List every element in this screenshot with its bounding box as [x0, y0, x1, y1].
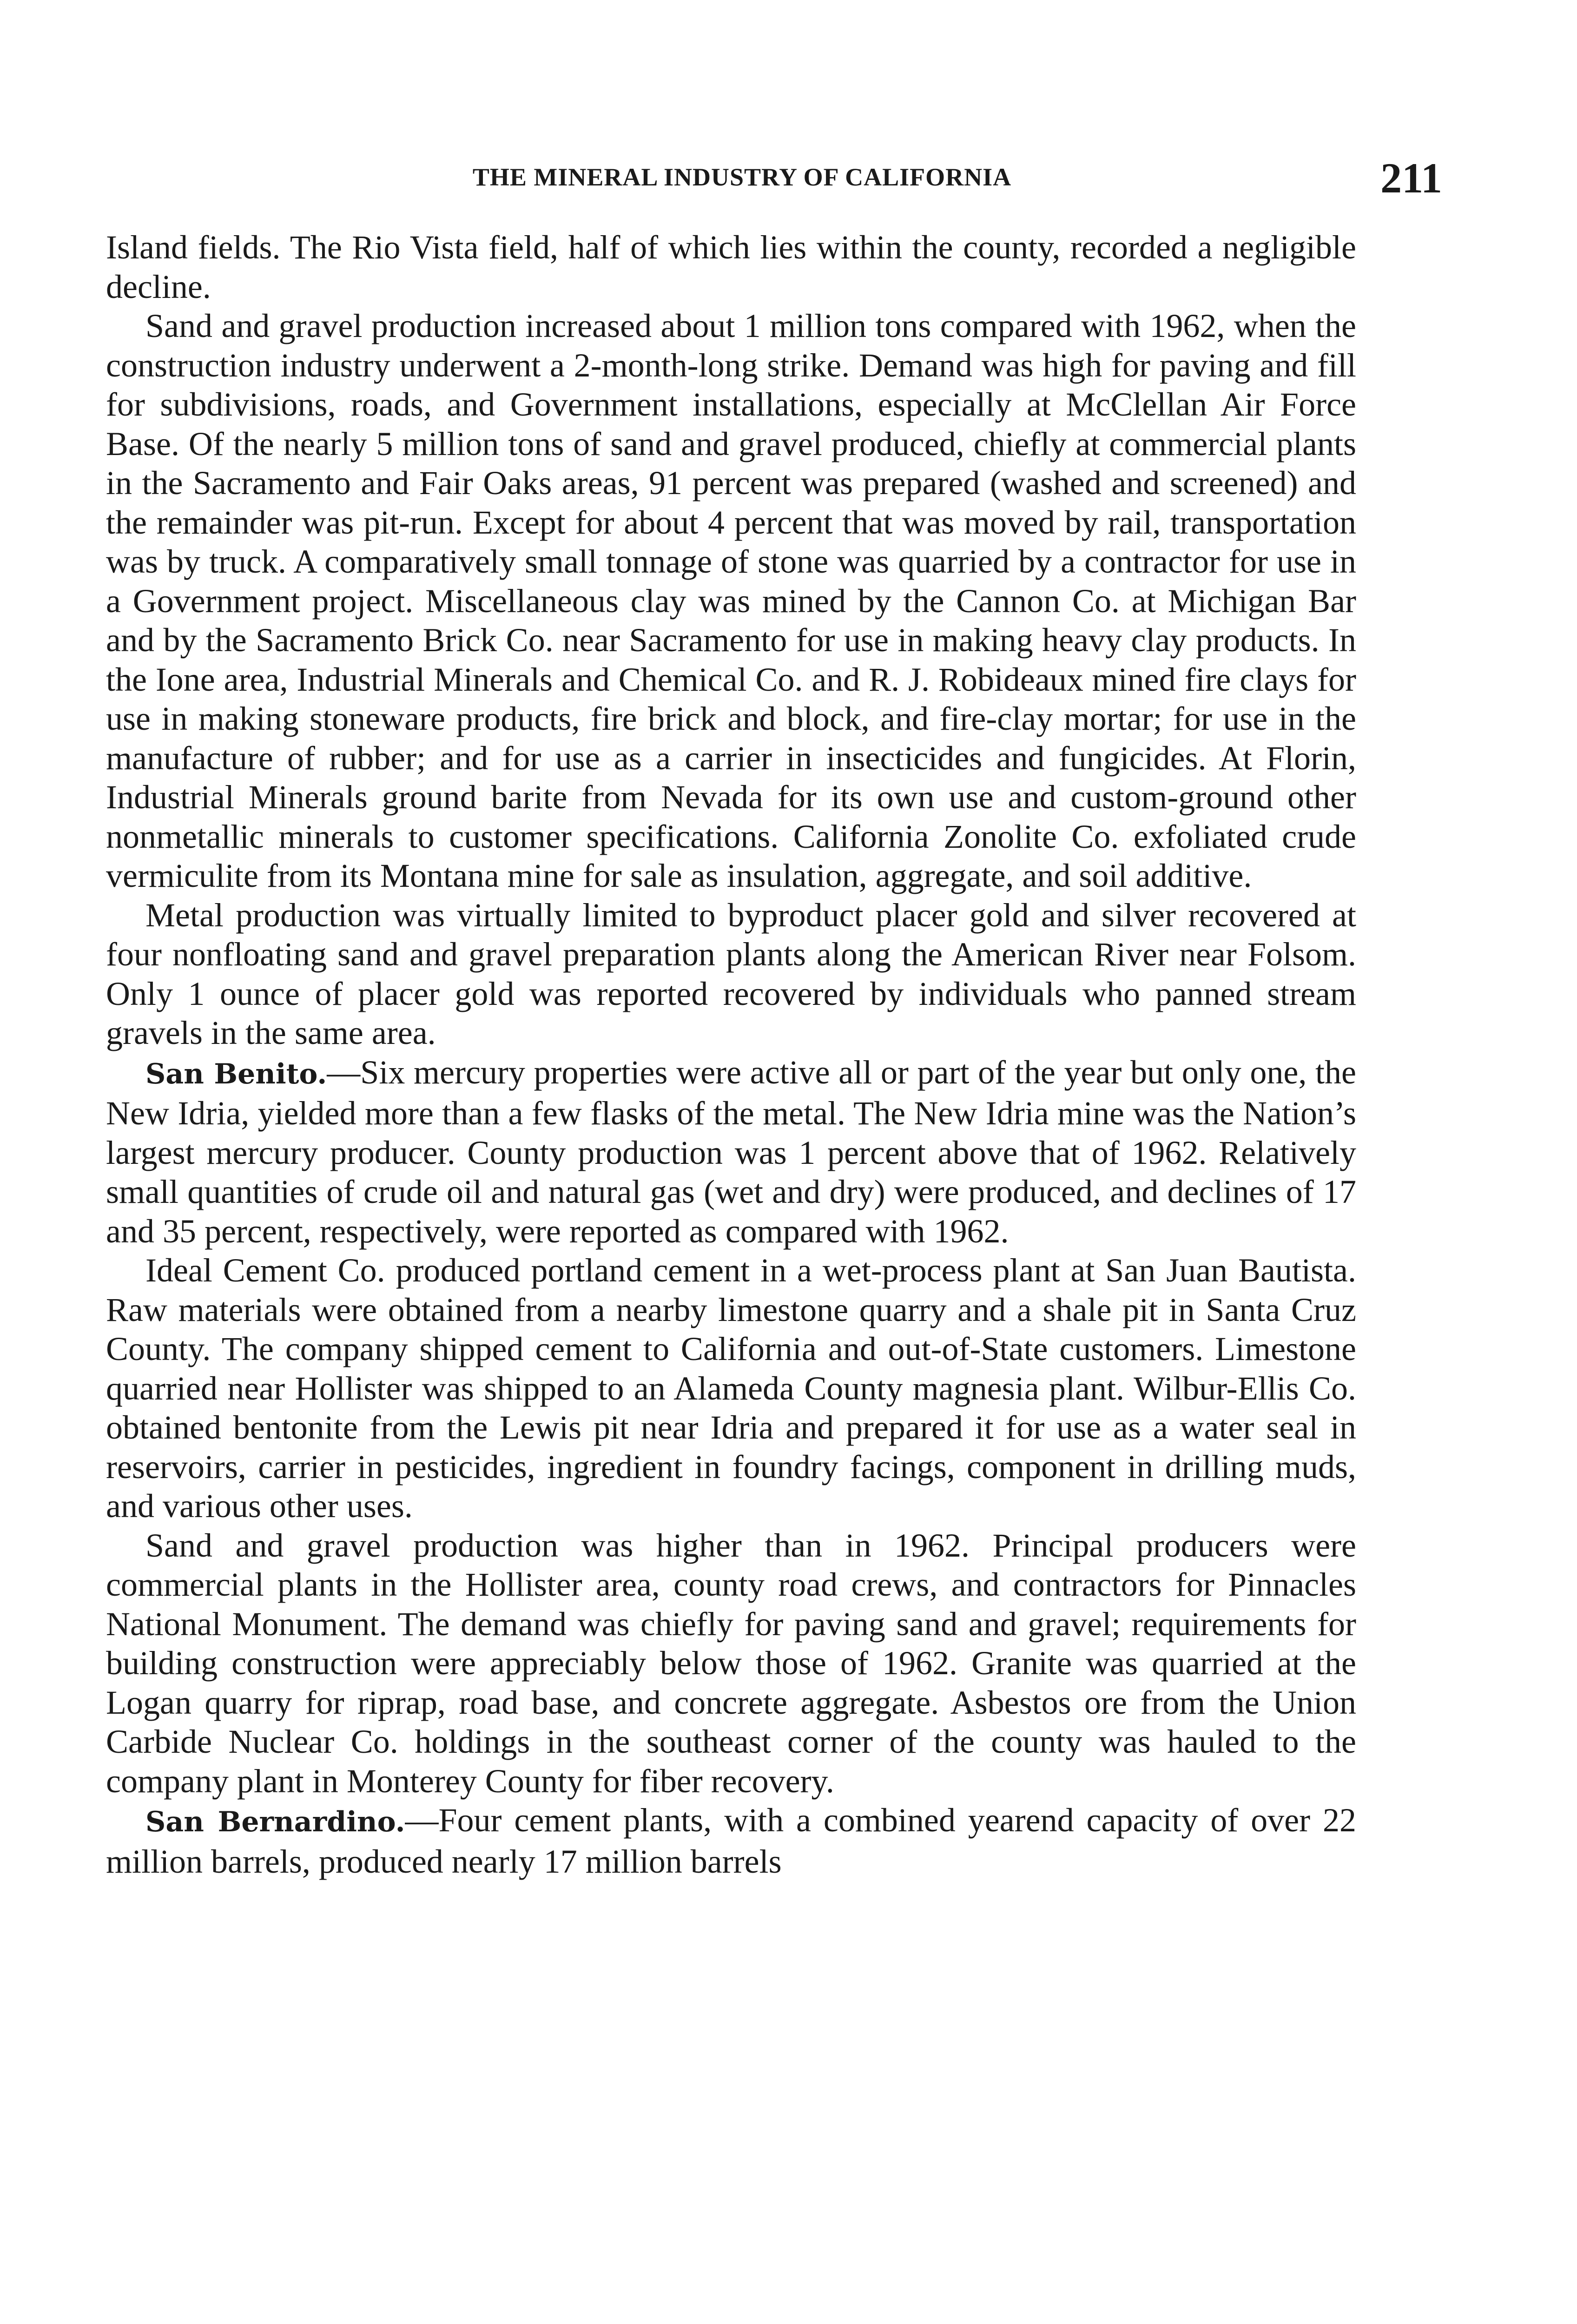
county-heading-san-bernardino: San Bernardino.	[145, 1806, 405, 1838]
county-heading-san-benito: San Benito.	[145, 1057, 327, 1090]
running-title: THE MINERAL INDUSTRY OF CALIFORNIA	[472, 163, 1012, 191]
paragraph-sacramento-sand-gravel	[106, 306, 1356, 896]
paragraph-text: Sand and gravel production was higher than in 1962. Principal producers were commercial plants in the Hollister area, county road crews, and contractors for Pinnacles National Monument. The demand was chiefly for paving sand and gravel; requirements for building construction were appreciably below those of 1962. Granite was quarried at the Logan quarry for riprap, road base, and concrete aggregate. Asbestos ore from the Union Carbide Nuclear Co. holdings in the southeast corner of the county was hauled to the company plant in Monterey County for fiber recovery.	[106, 1526, 1356, 1800]
paragraph-sacramento-metal	[106, 896, 1356, 1053]
running-header	[125, 153, 1442, 209]
page-number: 211	[1380, 154, 1442, 202]
paragraph-text: Sand and gravel production increased about 1 million tons compared with 1962, when the construction industry underwent a 2-month-long strike. Demand was high for paving and fill for subdivisions, roads, and Government installations, especially at McClellan Air Force Base. Of the nearly 5 million tons of sand and gravel produced, chiefly at commercial plants in the Sacramento and Fair Oaks areas, 91 percent was prepared (washed and screened) and the remainder was pit-run. Except for about 4 percent that was moved by rail, transportation was by truck. A comparatively small tonnage of stone was quarried by a contractor for use in a Government project. Miscellaneous clay was mined by the Cannon Co. at Michigan Bar and by the Sacramento Brick Co. near Sacramento for use in making heavy clay products. In the Ione area, Industrial Minerals and Chemical Co. and R. J. Robideaux mined fire clays for use in making stoneware products, fire brick and block, and fire-clay mortar; for use in the manufacture of rubber; and for use as a carrier in insecticides and fungicides. At Florin, Industrial Minerals ground barite from Nevada for its own use and custom-ground other nonmetallic minerals to customer specifications. California Zonolite Co. exfoliated crude vermiculite from its Montana mine for sale as insulation, aggregate, and soil additive.	[106, 307, 1356, 894]
paragraph-san-benito-cement	[106, 1251, 1356, 1526]
paragraph-continuation	[106, 228, 1356, 306]
body-text	[106, 228, 1356, 1881]
paragraph-san-benito-sand-gravel	[106, 1526, 1356, 1801]
paragraph-text: Metal production was virtually limited to byproduct placer gold and silver recovered at four nonfloating sand and gravel preparation plants along the American River near Folsom. Only 1 ounce of placer gold was reported recovered by individuals who panned stream gravels in the same area.	[106, 896, 1356, 1051]
paragraph-text: —Four cement plants, with a combined yearend capacity of over 22 million barrels, produced nearly 17 million barrels	[106, 1802, 1356, 1880]
paragraph-san-bernardino	[106, 1801, 1356, 1881]
paragraph-san-benito	[106, 1053, 1356, 1251]
paragraph-text: Ideal Cement Co. produced portland cement in a wet-process plant at San Juan Bautista. Raw materials were obtained from a nearby limestone quarry and a shale pit in Santa Cruz County. The company shipped cement to California and out-of-State customers. Limestone quarried near Hollister was shipped to an Alameda County magnesia plant. Wilbur-Ellis Co. obtained bentonite from the Lewis pit near Idria and prepared it for use as a water seal in reservoirs, carrier in pesticides, ingredient in foundry facings, component in drilling muds, and various other uses.	[106, 1252, 1356, 1525]
paragraph-text: Island fields. The Rio Vista field, half of which lies within the county, recorded a negligible decline.	[106, 229, 1356, 305]
paragraph-text: —Six mercury properties were active all or part of the year but only one, the New Idria, yielded more than a few flasks of the metal. The New Idria mine was the Nation’s largest mercury producer. County production was 1 percent above that of 1962. Relatively small quantities of crude oil and natural gas (wet and dry) were produced, and declines of 17 and 35 percent, respectively, were reported as compared with 1962.	[106, 1053, 1357, 1250]
